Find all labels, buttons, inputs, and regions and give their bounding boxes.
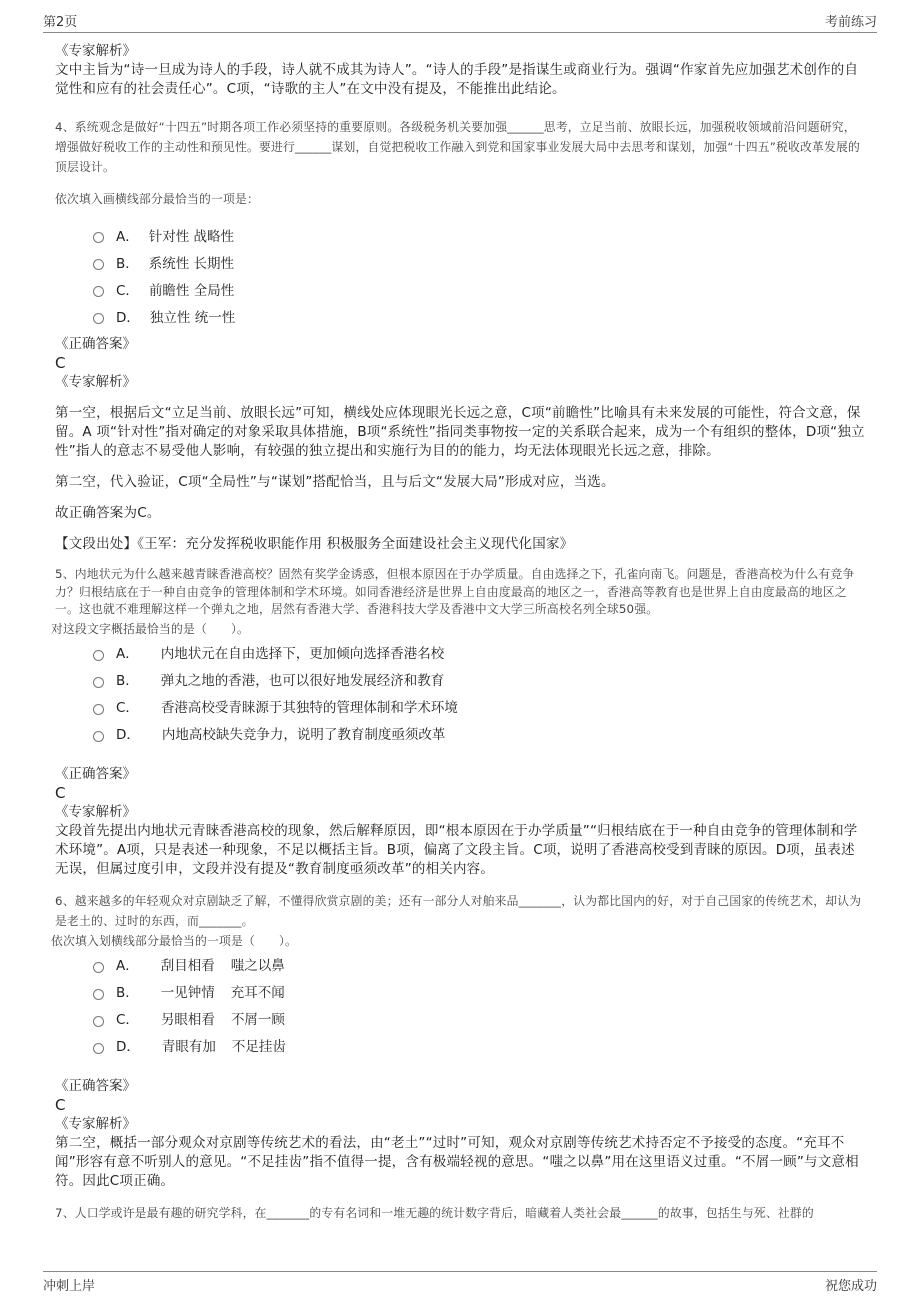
correct-answer: C <box>55 783 66 802</box>
expert-analysis-label: 《专家解析》 <box>55 43 136 59</box>
correct-answer: C <box>55 1095 66 1114</box>
question-4-stem: 4、系统观念是做好“十四五”时期各项工作必须坚持的重要原则。各级税务机关要加强______思考，立足当前、放眼长远，加强税收领域前沿问题研究，增强做好税收工作的主动性和预见性。要进行______谋划，自觉把税收工作融入到党和国家事业发展大局中去思考和谋划，加强“十四五”税收改革发展的顶层设计。 <box>55 120 861 174</box>
question-6-options <box>55 951 867 1059</box>
question-6-prompt: 依次填入划横线部分最恰当的一项是（ ）。 <box>51 933 298 948</box>
footer-right: 祝您成功 <box>824 1279 877 1294</box>
radio-icon[interactable] <box>93 962 104 973</box>
question-5-stem: 5、内地状元为什么越来越青睐香港高校？固然有奖学金诱惑，但根本原因在于办学质量。自由选择之下，孔雀向南飞。问题是，香港高校为什么有竞争力？归根结底在于一种自由竞争的管理体制和学术环境。如同香港经济是世界上自由度最高的地区之一，香港高等教育也是世界上自由度最高的地区之一。这也就不难理解这样一个弹丸之地，居然有香港大学、香港科技大学及香港中文大学三所高校名列全球50强。 <box>55 567 855 616</box>
expert-analysis-conclusion: 故正确答案为C。 <box>55 505 161 521</box>
option-c[interactable]: C． 前瞻性 全局性 <box>93 275 867 302</box>
radio-icon[interactable] <box>93 1043 104 1054</box>
page-footer <box>43 1271 877 1297</box>
option-a[interactable]: A． 刮目相看 嗤之以鼻 <box>93 951 867 978</box>
footer-left: 冲刺上岸 <box>43 1279 96 1294</box>
radio-icon[interactable] <box>93 286 104 297</box>
expert-analysis-text: 第二空，代入验证，C项“全局性”与“谋划”搭配恰当，且与后文“发展大局”形成对应，当选。 <box>55 474 615 490</box>
radio-icon[interactable] <box>93 989 104 1000</box>
expert-analysis-text: 第二空，概括一部分观众对京剧等传统艺术的看法，由“老土”“过时”可知，观众对京剧等传统艺术持否定不予接受的态度。“充耳不闻”形容有意不听别人的意见。“不足挂齿”指不值得一提，含有极端轻视的意思。“嗤之以鼻”用在这里语义过重。“不屑一顾”与文意相符。因此C项正确。 <box>55 1134 859 1189</box>
expert-analysis-label: 《专家解析》 <box>55 374 136 390</box>
correct-answer: C <box>55 354 66 372</box>
option-b[interactable]: B． 系统性 长期性 <box>93 248 867 275</box>
option-c[interactable]: C． 香港高校受青睐源于其独特的管理体制和学术环境 <box>93 693 867 720</box>
page-header <box>43 8 877 33</box>
option-c[interactable]: C． 另眼相看 不屑一顾 <box>93 1005 867 1032</box>
document-body <box>51 42 867 1223</box>
radio-icon[interactable] <box>93 259 104 270</box>
question-4-options <box>55 221 867 329</box>
radio-icon[interactable] <box>93 704 104 715</box>
source-citation: 【文段出处】《王军：充分发挥税收职能作用 积极服务全面建设社会主义现代化国家》 <box>55 536 574 552</box>
expert-analysis-text: 第一空，根据后文“立足当前、放眼长远”可知，横线处应体现眼光长远之意，C项“前瞻性”比喻具有未来发展的可能性，符合文意，保留。A 项“针对性”指对确定的对象采取具体措施，B项“系统性”指同类事物按一定的关系联合起来，成为一个有组织的整体，D项“独立性”指人的意志不易受他人影响，有较强的独立提出和实施行为目的的能力，均无法体现眼光长远之意，排除。 <box>55 405 865 459</box>
radio-icon[interactable] <box>93 650 104 661</box>
expert-analysis-text: 文段首先提出内地状元青睐香港高校的现象，然后解释原因，即“根本原因在于办学质量”“归根结底在于一种自由竞争的管理体制和学术环境”。A项，只是表述一种现象，不足以概括主旨。B项，偏离了文段主旨。C项，说明了香港高校受到青睐的原因。D项，虽表述无误，但属过度引申，文段并没有提及“教育制度亟须改革”的相关内容。 <box>55 822 858 877</box>
correct-answer-label: 《正确答案》 <box>55 336 136 352</box>
option-d[interactable]: D． 青眼有加 不足挂齿 <box>93 1032 867 1059</box>
option-d[interactable]: D． 独立性 统一性 <box>93 302 867 329</box>
radio-icon[interactable] <box>93 731 104 742</box>
question-4-prompt: 依次填入画横线部分最恰当的一项是： <box>55 192 259 206</box>
radio-icon[interactable] <box>93 1016 104 1027</box>
option-a[interactable]: A． 内地状元在自由选择下，更加倾向选择香港名校 <box>93 639 867 666</box>
expert-analysis-text: 文中主旨为“诗一旦成为诗人的手段，诗人就不成其为诗人”。“诗人的手段”是指谋生或商业行为。强调“作家首先应加强艺术创作的自觉性和应有的社会责任心”。C项，“诗歌的主人”在文中没有提及，不能推出此结论。 <box>55 62 859 97</box>
correct-answer-label: 《正确答案》 <box>55 1077 136 1094</box>
question-6-stem: 6、越来越多的年轻观众对京剧缺乏了解，不懂得欣赏京剧的美；还有一部分人对舶来品_______，认为都比国内的好，对于自己国家的传统艺术，却认为是老土的、过时的东西，而_______。 <box>55 893 862 928</box>
question-7-stem: 7、人口学或许是最有趣的研究学科，在_______的专有名词和一堆无趣的统计数字背后，暗藏着人类社会最______的故事，包括生与死、社群的 <box>55 1205 814 1220</box>
question-5-options <box>55 639 867 747</box>
radio-icon[interactable] <box>93 232 104 243</box>
option-b[interactable]: B． 弹丸之地的香港，也可以很好地发展经济和教育 <box>93 666 867 693</box>
question-5-prompt: 对这段文字概括最恰当的是（ ）。 <box>51 621 250 636</box>
expert-analysis-label: 《专家解析》 <box>55 1115 136 1132</box>
option-d[interactable]: D． 内地高校缺失竞争力，说明了教育制度亟须改革 <box>93 720 867 747</box>
radio-icon[interactable] <box>93 313 104 324</box>
page-number: 第2页 <box>43 15 78 30</box>
correct-answer-label: 《正确答案》 <box>55 765 136 782</box>
header-title: 考前练习 <box>824 15 877 30</box>
option-a[interactable]: A． 针对性 战略性 <box>93 221 867 248</box>
expert-analysis-label: 《专家解析》 <box>55 803 136 820</box>
option-b[interactable]: B． 一见钟情 充耳不闻 <box>93 978 867 1005</box>
radio-icon[interactable] <box>93 677 104 688</box>
